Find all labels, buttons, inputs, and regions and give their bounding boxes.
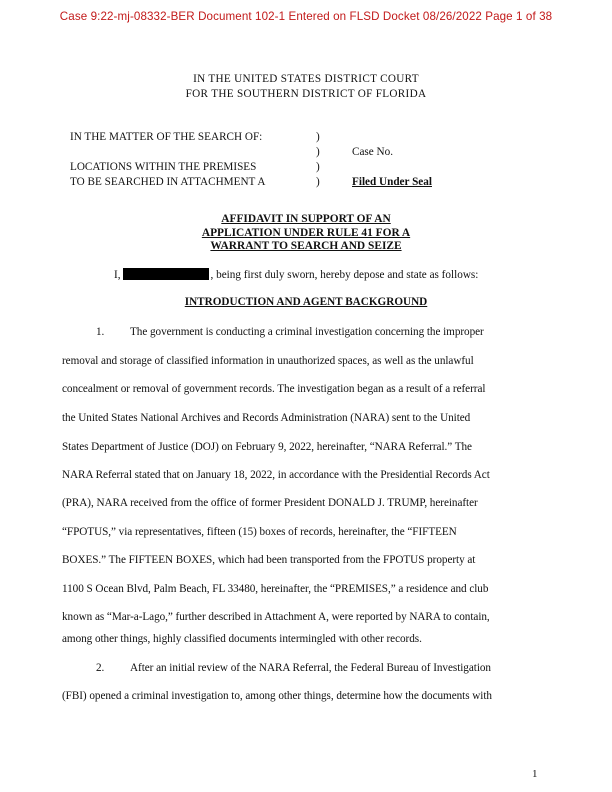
caption-row [70, 145, 550, 160]
paragraph-line: removal and storage of classified information in unauthorized spaces, as well as the unlawful [62, 355, 474, 367]
caption-left-text: TO BE SEARCHED IN ATTACHMENT A [70, 176, 266, 188]
caption-row [70, 130, 550, 145]
filed-under-seal-label: Filed Under Seal [352, 176, 432, 188]
caption-paren: ) [316, 161, 320, 173]
caption-paren: ) [316, 131, 320, 143]
paragraph-2-first-line [96, 662, 491, 674]
case-caption [70, 130, 550, 190]
affidavit-title [0, 213, 612, 254]
caption-row [70, 175, 550, 190]
docket-header-stamp: Case 9:22-mj-08332-BER Document 102-1 Entered on FLSD Docket 08/26/2022 Page 1 of 38 [59, 10, 553, 23]
court-heading-line-2: FOR THE SOUTHERN DISTRICT OF FLORIDA [185, 88, 427, 100]
paragraph-line: States Department of Justice (DOJ) on February 9, 2022, hereinafter, “NARA Referral.” The [62, 441, 472, 453]
affidavit-title-line-2: APPLICATION UNDER RULE 41 FOR A [201, 226, 411, 239]
paragraph-line: The government is conducting a criminal investigation concerning the improper [130, 326, 484, 338]
affidavit-title-line-1: AFFIDAVIT IN SUPPORT OF AN [221, 213, 391, 225]
court-heading [0, 72, 612, 102]
redaction-block [123, 268, 209, 280]
paragraph-line: among other things, highly classified documents intermingled with other records. [62, 633, 422, 645]
caption-paren: ) [316, 146, 320, 158]
paragraph-line: known as “Mar-a-Lago,” further described in Attachment A, were reported by NARA to contain, [62, 611, 490, 623]
court-heading-line-1: IN THE UNITED STATES DISTRICT COURT [193, 73, 419, 85]
oath-statement [114, 268, 478, 282]
paragraph-line: After an initial review of the NARA Referral, the Federal Bureau of Investigation [130, 662, 491, 674]
oath-suffix: , being first duly sworn, hereby depose and state as follows: [210, 269, 479, 281]
paragraph-line: 1100 S Ocean Blvd, Palm Beach, FL 33480, hereinafter, the “PREMISES,” a residence and club [62, 583, 489, 595]
paragraph-line: NARA Referral stated that on January 18, 2022, in accordance with the Presidential Records Act [62, 469, 490, 481]
section-heading: INTRODUCTION AND AGENT BACKGROUND [184, 296, 428, 308]
caption-left-text: LOCATIONS WITHIN THE PREMISES [70, 161, 257, 173]
caption-paren: ) [316, 176, 320, 188]
paragraph-line: concealment or removal of government records. The investigation began as a result of a referral [62, 383, 486, 395]
caption-row [70, 160, 550, 175]
caption-left-text: IN THE MATTER OF THE SEARCH OF: [70, 131, 263, 143]
paragraph-line: BOXES.” The FIFTEEN BOXES, which had been transported from the FPOTUS property at [62, 554, 476, 566]
paragraph-number: 2. [96, 662, 105, 674]
paragraph-line: “FPOTUS,” via representatives, fifteen (15) boxes of records, hereinafter, the “FIFTEEN [62, 526, 457, 538]
paragraph-line: (PRA), NARA received from the office of former President DONALD J. TRUMP, hereinafter [62, 497, 478, 509]
paragraph-number: 1. [96, 326, 105, 338]
paragraph-line: the United States National Archives and Records Administration (NARA) sent to the United [62, 412, 471, 424]
page-number: 1 [532, 768, 538, 780]
oath-prefix: I, [114, 269, 121, 281]
paragraph-line: (FBI) opened a criminal investigation to, among other things, determine how the documents with [62, 690, 492, 702]
paragraph-1-first-line [96, 326, 484, 338]
case-number-label: Case No. [352, 146, 394, 158]
affidavit-title-line-3: WARRANT TO SEARCH AND SEIZE [210, 240, 402, 252]
